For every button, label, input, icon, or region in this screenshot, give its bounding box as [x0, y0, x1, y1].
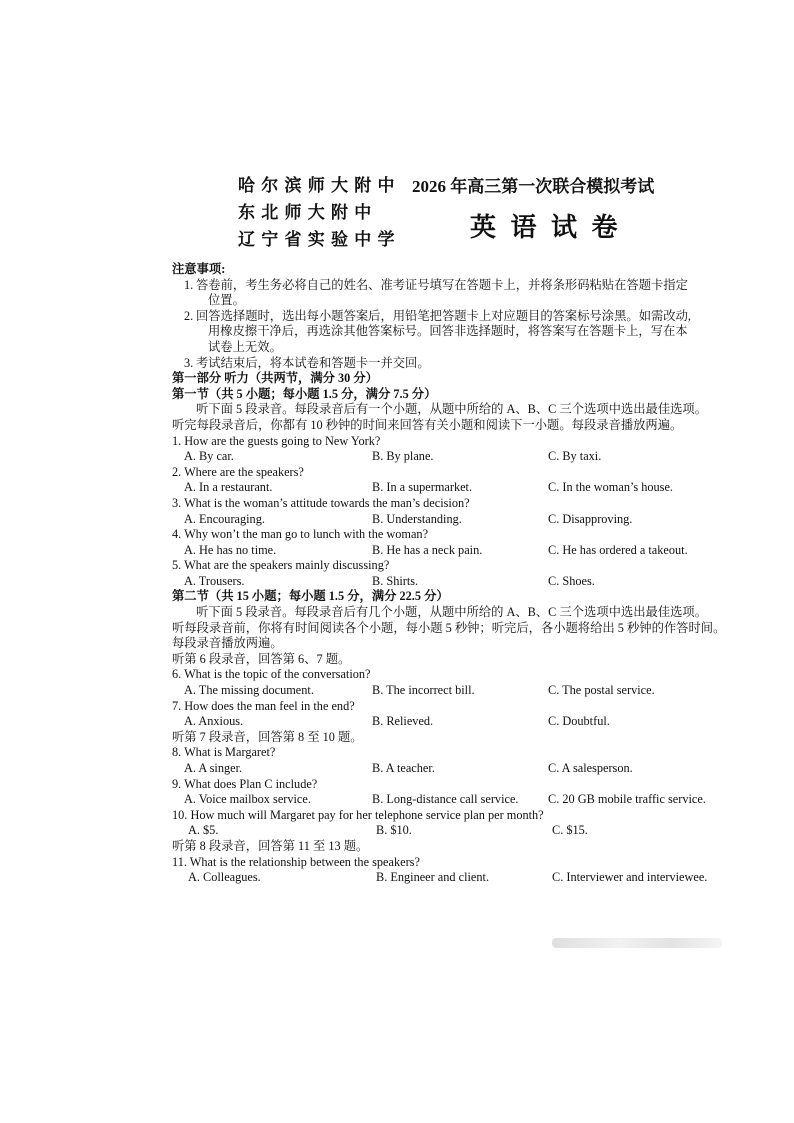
question-stem: 10. How much will Margaret pay for her telephone service plan per month? [172, 807, 544, 822]
subject-title: 英 语 试 卷 [470, 213, 622, 242]
note-item-2 [172, 309, 732, 325]
note-text: 答卷前，考生务必将自己的姓名、准考证号填写在答题卡上，并将条形码粘贴在答题卡指定 [196, 277, 688, 292]
question-options [172, 449, 732, 465]
note-text: 考试结束后，将本试卷和答题卡一并交回。 [196, 355, 430, 370]
question-stem: 2. Where are the speakers? [172, 464, 304, 479]
option-a: A. Colleagues. [188, 870, 261, 885]
note-cont: 用橡皮擦干净后，再选涂其他答案标号。回答非选择题时，将答案写在答题卡上，写在本 [208, 324, 688, 339]
option-b: B. Engineer and client. [376, 870, 490, 885]
section1-instruction: 听下面 5 段录音。每段录音后有一个小题，从题中所给的 A、B、C 三个选项中选出最佳选项。 [196, 402, 708, 417]
option-b: B. Understanding. [372, 511, 462, 526]
question-options [172, 823, 732, 839]
section2-instruction: 听每段录音前，你将有时间阅读各个小题，每小题 5 秒钟；听完后，各小题将给出 5 秒钟的作答时间。 [172, 620, 726, 635]
option-a: A. Voice mailbox service. [184, 792, 311, 807]
option-b: B. Relieved. [372, 714, 434, 729]
option-a: A. By car. [184, 449, 234, 464]
option-b: B. $10. [376, 823, 412, 838]
part1-title: 第一部分 听力（共两节，满分 30 分） [172, 371, 378, 386]
recording-instruction: 听第 8 段录音，回答第 11 至 13 题。 [172, 838, 369, 853]
option-c: C. The postal service. [548, 683, 655, 698]
question-options [172, 574, 732, 590]
option-a: A. Encouraging. [184, 511, 265, 526]
option-a: A. The missing document. [184, 683, 314, 698]
question-stem: 6. What is the topic of the conversation? [172, 667, 371, 682]
option-c: C. $15. [552, 823, 588, 838]
footer-smudge [552, 938, 722, 948]
note-item-3 [172, 356, 732, 372]
question-stem: 8. What is Margaret? [172, 745, 276, 760]
section1-title: 第一节（共 5 小题；每小题 1.5 分，满分 7.5 分） [172, 386, 437, 401]
question-stem: 9. What does Plan C include? [172, 776, 318, 791]
school-name-3: 辽 宁 省 实 验 中 学 [238, 230, 396, 249]
option-c: C. Shoes. [548, 573, 595, 588]
option-a: A. Trousers. [184, 573, 245, 588]
exam-title: 2026 年高三第一次联合模拟考试 [412, 177, 655, 196]
option-b: B. He has a neck pain. [372, 542, 483, 557]
school-name-2: 东 北 师 大 附 中 [238, 203, 373, 222]
option-b: B. The incorrect bill. [372, 683, 475, 698]
school-name-1: 哈 尔 滨 师 大 附 中 [238, 176, 396, 195]
question-stem: 11. What is the relationship between the speakers? [172, 854, 420, 869]
question-stem: 7. How does the man feel in the end? [172, 698, 355, 713]
option-b: B. Long-distance call service. [372, 792, 519, 807]
option-c: C. He has ordered a takeout. [548, 542, 688, 557]
question-options [172, 761, 732, 777]
question-stem: 1. How are the guests going to New York? [172, 433, 381, 448]
option-c: C. Interviewer and interviewee. [552, 870, 708, 885]
option-b: B. By plane. [372, 449, 434, 464]
option-b: B. Shirts. [372, 573, 419, 588]
question-options [172, 683, 732, 699]
note-cont: 试卷上无效。 [208, 339, 282, 354]
notes-title: 注意事项: [172, 262, 226, 276]
option-a: A. Anxious. [184, 714, 244, 729]
option-c: C. 20 GB mobile traffic service. [548, 792, 706, 807]
question-options [172, 792, 732, 808]
section2-instruction: 每段录音播放两遍。 [172, 636, 283, 651]
question-options [172, 543, 732, 559]
option-c: C. Doubtful. [548, 714, 610, 729]
recording-instruction: 听第 7 段录音，回答第 8 至 10 题。 [172, 729, 363, 744]
question-options [172, 512, 732, 528]
question-options [172, 480, 732, 496]
section2-instruction: 听下面 5 段录音。每段录音后有几个小题，从题中所给的 A、B、C 三个选项中选出最佳选项。 [196, 605, 708, 620]
note-num: 2. [184, 308, 194, 323]
option-a: A. A singer. [184, 761, 243, 775]
note-item-1 [172, 278, 732, 294]
recording-instruction: 听第 6 段录音，回答第 6、7 题。 [172, 651, 351, 666]
question-stem: 5. What are the speakers mainly discussing? [172, 558, 390, 573]
question-stem: 4. Why won’t the man go to lunch with the woman? [172, 527, 429, 542]
option-c: C. Disapproving. [548, 511, 633, 526]
option-c: C. In the woman’s house. [548, 480, 674, 495]
option-a: A. He has no time. [184, 542, 277, 557]
note-num: 1. [184, 277, 194, 292]
note-text: 回答选择题时，选出每小题答案后，用铅笔把答题卡上对应题目的答案标号涂黑。如需改动, [196, 308, 691, 323]
option-c: C. By taxi. [548, 449, 602, 464]
option-a: A. In a restaurant. [184, 480, 273, 495]
question-options [172, 714, 732, 730]
school-names [238, 172, 396, 253]
option-b: B. In a supermarket. [372, 480, 473, 495]
option-b: B. A teacher. [372, 761, 435, 775]
note-num: 3. [184, 355, 194, 370]
exam-body [172, 262, 732, 886]
note-cont: 位置。 [208, 293, 245, 308]
question-options [172, 870, 732, 886]
option-c: C. A salesperson. [548, 761, 633, 775]
section1-instruction: 听完每段录音后，你都有 10 秒钟的时间来回答有关小题和阅读下一小题。每段录音播放两遍。 [172, 417, 683, 432]
option-a: A. $5. [188, 823, 219, 838]
question-stem: 3. What is the woman’s attitude towards the man’s decision? [172, 495, 470, 510]
section2-title: 第二节（共 15 小题；每小题 1.5 分，满分 22.5 分） [172, 589, 449, 604]
